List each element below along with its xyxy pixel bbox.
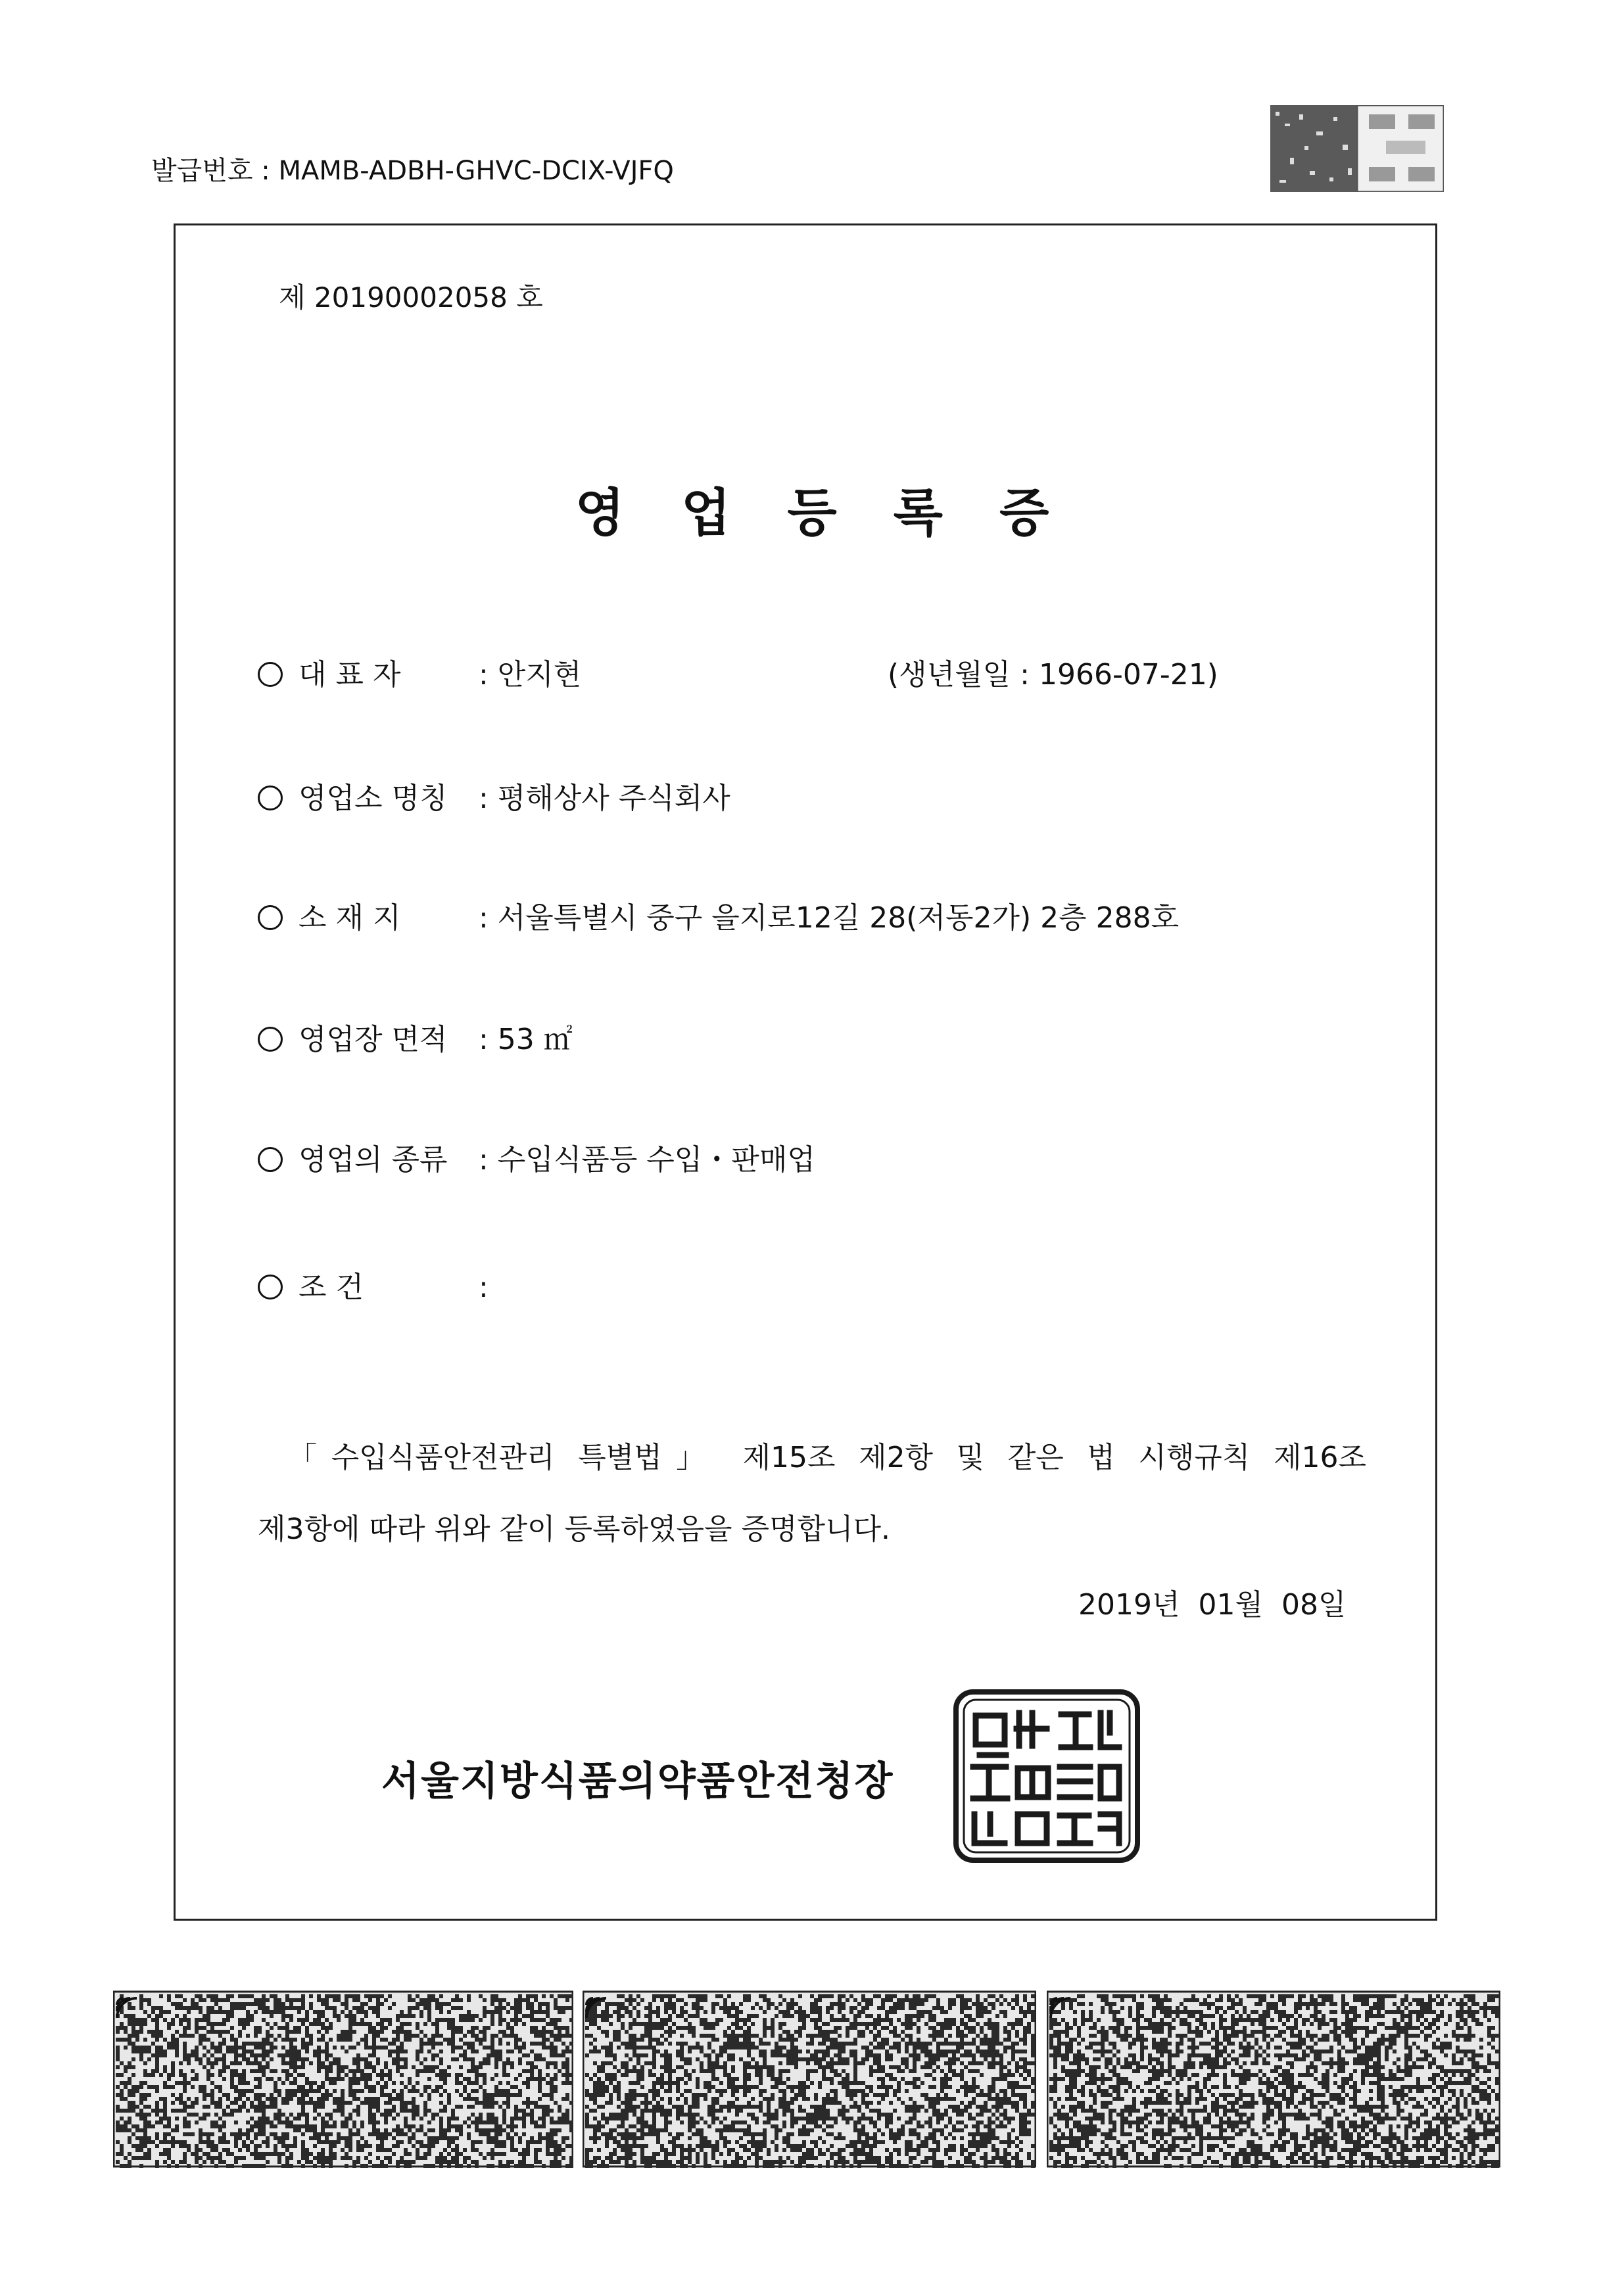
issuing-authority: 서울지방식품의약품안전청장 (381, 1758, 894, 1804)
field-value: 안지현 (497, 658, 582, 691)
issue-date: 2019년 01월 08일 (1078, 1588, 1347, 1622)
page-title: 영업등록증 (575, 484, 1106, 543)
colon: : (469, 658, 498, 691)
statement-line-2: 제3항에 따라 위와 같이 등록하였음을 증명합니다. (258, 1512, 890, 1546)
field-representative (258, 651, 581, 693)
2d-barcode-icon (1047, 1979, 1500, 2168)
official-seal-icon (953, 1689, 1140, 1863)
field-business-name (258, 774, 730, 816)
field-area (258, 1016, 573, 1058)
qr-code-icon (1270, 105, 1444, 192)
bullet-circle-icon (258, 785, 283, 810)
bullet-circle-icon (258, 1275, 283, 1300)
bullet-circle-icon (258, 662, 283, 687)
field-value: 평해상사 주식회사 (497, 782, 730, 815)
field-value: 53 ㎡ (497, 1023, 573, 1056)
field-label: 소 재 지 (299, 901, 401, 935)
bullet-circle-icon (258, 1027, 283, 1052)
2d-barcode-icon (583, 1979, 1036, 2168)
colon: : (469, 1023, 498, 1056)
issue-number: 발급번호 : MAMB-ADBH-GHVC-DCIX-VJFQ (151, 156, 674, 186)
colon: : (469, 901, 498, 935)
statement-line-1: 「수입식품안전관리 특별법」 제15조 제2항 및 같은 법 시행규칙 제16조 (288, 1441, 1366, 1474)
field-label: 조 건 (299, 1271, 364, 1304)
colon: : (469, 1271, 498, 1304)
2d-barcode-icon (113, 1979, 573, 2168)
bullet-circle-icon (258, 1147, 283, 1172)
birth-date: (생년월일 : 1966-07-21) (888, 658, 1218, 691)
field-label: 영업의 종류 (299, 1143, 448, 1177)
field-value: 수입식품등 수입・판매업 (497, 1143, 815, 1177)
field-label: 영업장 면적 (299, 1023, 448, 1056)
colon: : (469, 1143, 498, 1177)
field-value: 서울특별시 중구 을지로12길 28(저동2가) 2층 288호 (497, 901, 1180, 935)
field-address (258, 894, 1179, 936)
field-conditions (258, 1263, 498, 1305)
bullet-circle-icon (258, 905, 283, 930)
field-label: 대 표 자 (299, 658, 401, 691)
field-label: 영업소 명칭 (299, 782, 448, 815)
colon: : (469, 782, 498, 815)
registration-number: 제 20190002058 호 (279, 281, 543, 314)
field-business-type (258, 1136, 815, 1178)
